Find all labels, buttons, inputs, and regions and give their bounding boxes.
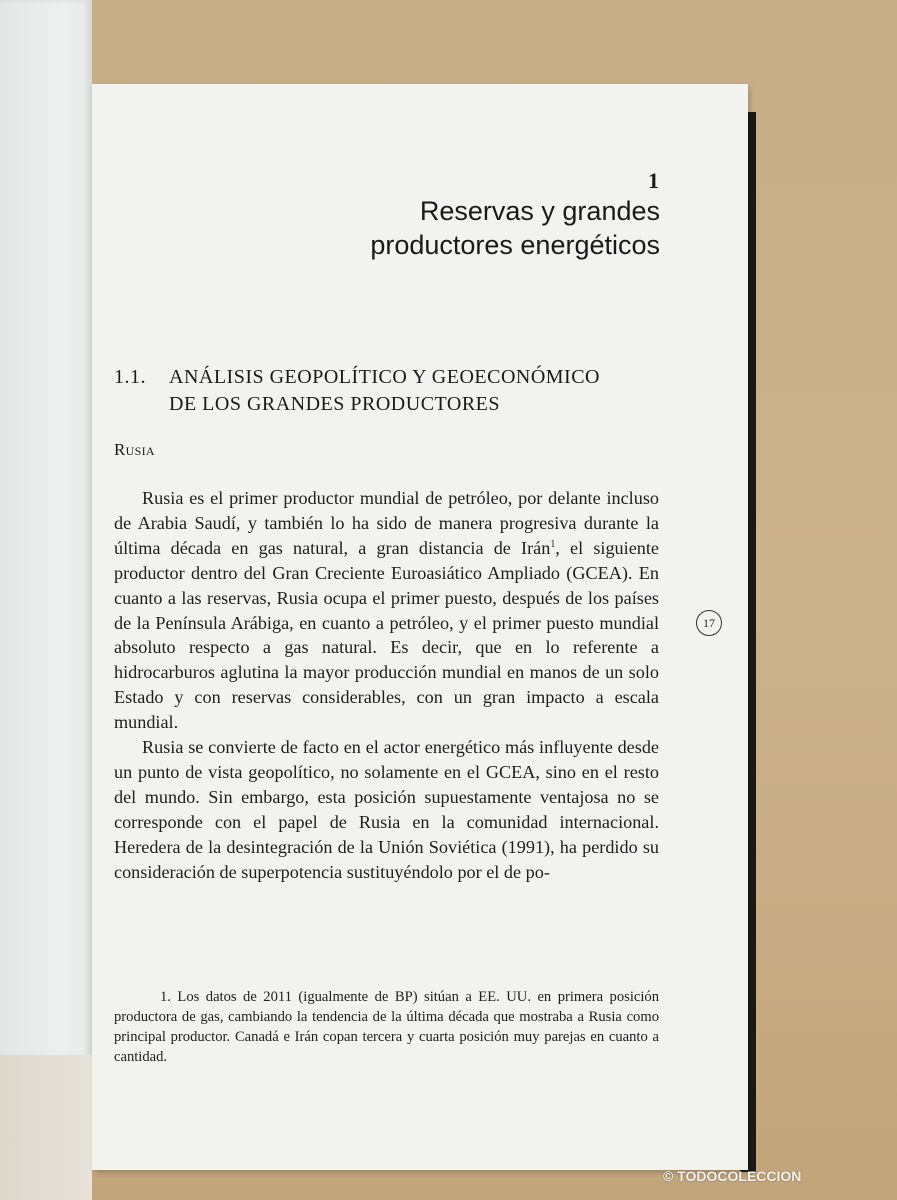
section-title-line-1: ANÁLISIS GEOPOLÍTICO Y GEOECONÓMICO [169, 366, 600, 388]
paragraph-1-text-a: Rusia es el primer productor mundial de petróleo, por delante incluso de Arabia Saudí, y también lo ha sido de manera progresiva durante la última década en gas natural, a gran distancia de Irán [114, 488, 659, 558]
chapter-title-line-2: productores energéticos [370, 230, 660, 260]
section-heading [114, 364, 674, 418]
footnote [114, 987, 659, 1067]
footnote-text: 1. Los datos de 2011 (igualmente de BP) sitúan a EE. UU. en primera posición productora de gas, cambiando la tendencia de la última década que mostraba a Rusia como principal productor. Canadá e Irán copan tercera y cuarta posición muy parejas en cuanto a cantidad. [114, 989, 659, 1065]
chapter-number: 1 [648, 168, 659, 193]
chapter-title-line-1: Reservas y grandes [419, 196, 660, 226]
section-title-line-2: DE LOS GRANDES PRODUCTORES [169, 393, 501, 415]
watermark: © TODOCOLECCION [663, 1168, 802, 1184]
paragraph-2: Rusia se convierte de facto en el actor energético más influyente desde un punto de vista geopolítico, no solamente en el GCEA, sino en el resto del mundo. Sin embargo, esta posición supuestamente ventajosa no se corresponde con el papel de Rusia en la comunidad internacional. Heredera de la desintegración de la Unión Soviética (1991), ha perdido su consideración de superpotencia sustituyéndolo por el de po- [114, 737, 659, 882]
body-text [114, 486, 659, 885]
subsection-heading: Rusia [114, 440, 155, 459]
paragraph-1-text-b: , el siguiente productor dentro del Gran Creciente Euroasiático Ampliado (GCEA). En cuanto a las reservas, Rusia ocupa el primer puesto, después de los países de la Península Arábiga, en cuanto a petróleo, y el primer puesto mundial absoluto respecto a gas natural. Es decir, que en lo referente a hidrocarburos aglutina la mayor producción mundial en manos de un solo Estado y con reservas considerables, con un gran impacto a escala mundial. [114, 537, 659, 733]
footnote-reference: 1 [550, 538, 556, 550]
left-page-lower-edge [0, 1055, 92, 1200]
left-page-edge [0, 0, 92, 1200]
page-number: 17 [696, 610, 722, 636]
chapter-title [92, 194, 660, 262]
paragraph-1 [114, 486, 659, 735]
section-number: 1.1. [114, 366, 146, 388]
